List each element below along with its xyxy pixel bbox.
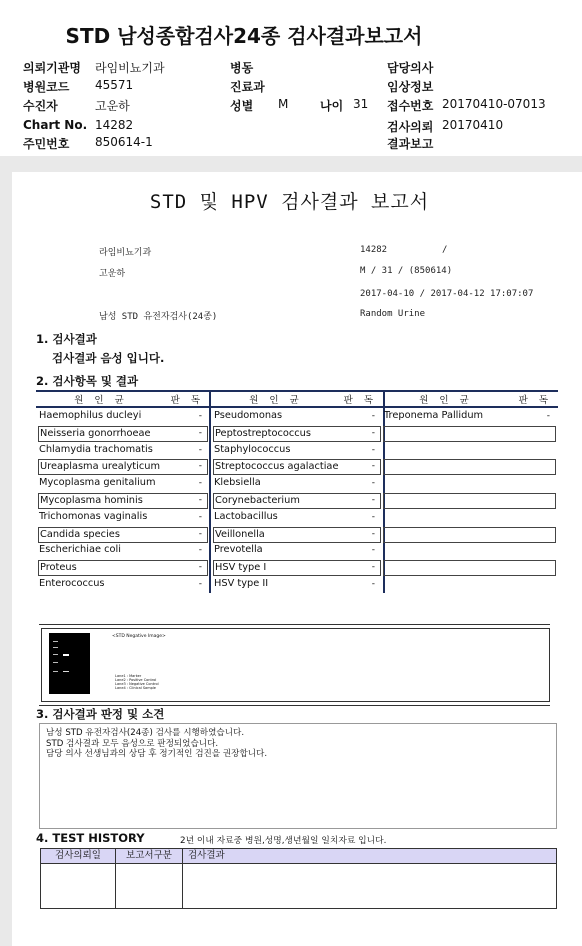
sex-value: M — [278, 97, 289, 111]
pathogen-result: - — [371, 494, 375, 505]
pathogen-result: - — [198, 562, 202, 573]
hospital-code-label: 병원코드 — [23, 80, 70, 94]
col-result-header: 판 독 — [343, 395, 377, 406]
pathogen-name: Klebsiella — [214, 477, 261, 489]
patient-label: 수진자 — [23, 99, 58, 113]
clinical-info-label: 임상정보 — [387, 80, 434, 94]
conclusion-text — [46, 728, 267, 760]
empty-row — [381, 425, 558, 442]
chart-no-label: Chart No. — [23, 118, 88, 132]
section3-heading: 3. 검사결과 판정 및 소견 — [36, 707, 165, 721]
pathogen-result: - — [371, 478, 375, 489]
patient-value: 고운하 — [95, 99, 130, 113]
pathogen-name: Streptococcus agalactiae — [213, 459, 381, 475]
empty-row — [381, 542, 558, 559]
pathogen-name: Proteus — [38, 560, 208, 576]
pathogen-row — [211, 442, 383, 459]
info-name: 고운하 — [99, 269, 126, 279]
pathogen-result: - — [198, 411, 202, 421]
pathogen-name: Mycoplasma genitalium — [39, 477, 156, 489]
receipt-no-value: 20170410-07013 — [442, 97, 546, 111]
empty-row — [381, 526, 558, 543]
report-title: STD 및 HPV 검사결과 보고서 — [149, 191, 430, 213]
institution-value: 라임비뇨기과 — [95, 61, 165, 75]
info-clinic: 라임비뇨기과 — [99, 248, 152, 258]
pathogen-row — [36, 425, 210, 442]
gel-legend-item: Lane1 : Marker — [115, 674, 142, 678]
empty-row — [381, 492, 558, 509]
pathogen-row — [211, 408, 383, 425]
report-header — [0, 0, 582, 156]
empty-row — [381, 509, 558, 526]
pathogen-result: - — [198, 578, 202, 589]
pathogen-column-2 — [209, 390, 385, 593]
report-page — [12, 172, 582, 946]
age-value: 31 — [353, 97, 369, 111]
pathogen-name: Escherichiae coli — [39, 544, 121, 556]
conclusion-line: 담당 의사 선생님과의 상담 후 정기적인 검진을 권장합니다. — [46, 749, 268, 759]
gel-legend — [115, 674, 159, 690]
info-dates: 2017-04-10 / 2017-04-12 17:07:07 — [360, 289, 534, 299]
empty-row — [381, 458, 558, 475]
history-col-type: 보고서구분 — [116, 849, 183, 864]
pathogen-row — [211, 458, 383, 475]
resident-no-label: 주민번호 — [23, 137, 70, 151]
section4-heading: 4. TEST HISTORY — [36, 831, 145, 845]
result-summary: 검사결과 음성 입니다. — [52, 351, 165, 365]
col-result-header: 판 독 — [170, 395, 204, 406]
pathogen-result: - — [371, 461, 375, 472]
pathogen-column-1 — [36, 390, 210, 593]
info-test: 남성 STD 유전자검사(24종) — [99, 312, 218, 322]
gel-legend-item: Lane2 : Positive Control — [115, 678, 157, 682]
pathogen-result: - — [198, 478, 202, 489]
pathogen-row — [36, 509, 210, 526]
receipt-no-label: 접수번호 — [387, 99, 434, 113]
pathogen-name: Candida species — [38, 527, 208, 543]
sex-label: 성별 — [230, 99, 254, 113]
pathogen-row — [211, 509, 383, 526]
ward-label: 병동 — [230, 61, 254, 75]
column-header — [211, 390, 383, 408]
pathogen-result: - — [371, 511, 375, 522]
info-chart: 14282 — [360, 245, 388, 255]
pathogen-result: - — [371, 427, 375, 438]
pathogen-row — [36, 559, 210, 576]
pathogen-result: - — [371, 528, 375, 539]
section2-heading: 2. 검사항목 및 결과 — [36, 374, 139, 388]
pathogen-row — [36, 408, 210, 425]
gel-caption: <STD Negative Image> — [112, 634, 166, 639]
pathogen-row — [211, 576, 383, 593]
gel-legend-item: Lane3 : Negative Control — [115, 682, 159, 686]
dept-label: 진료과 — [230, 80, 265, 94]
report-label: 결과보고 — [387, 137, 434, 151]
resident-no-value: 850614-1 — [95, 135, 153, 149]
pathogen-row — [36, 442, 210, 459]
info-slash: / — [442, 245, 448, 255]
pathogen-name: Enterococcus — [39, 577, 105, 589]
pathogen-name: Treponema Pallidum — [384, 410, 484, 421]
info-sex-age: M / 31 / (850614) — [360, 266, 453, 276]
hospital-code-value: 45571 — [95, 78, 134, 92]
empty-row — [381, 442, 558, 459]
pathogen-row — [381, 408, 558, 425]
pathogen-row — [36, 492, 210, 509]
pathogen-name: Veillonella — [213, 527, 381, 543]
conclusion-box — [39, 723, 557, 829]
pathogen-result: - — [546, 411, 550, 421]
section1-heading: 1. 검사결과 — [36, 332, 97, 346]
doctor-label: 담당의사 — [387, 61, 434, 75]
pathogen-name: Mycoplasma hominis — [38, 493, 208, 509]
pathogen-name: Haemophilus ducleyi — [39, 410, 142, 421]
pathogen-column-3 — [381, 390, 558, 576]
pathogen-name: Staphylococcus — [214, 443, 291, 455]
pathogen-row — [211, 475, 383, 492]
pathogen-row — [36, 526, 210, 543]
empty-row — [381, 475, 558, 492]
pathogen-result: - — [371, 444, 375, 455]
pathogen-name: Neisseria gonorrhoeae — [38, 426, 208, 442]
pathogen-row — [211, 559, 383, 576]
institution-label: 의뢰기관명 — [23, 61, 81, 75]
pathogen-result: - — [198, 494, 202, 505]
conclusion-line: STD 검사결과 모두 음성으로 판정되었습니다. — [46, 738, 219, 749]
col-result-header: 판 독 — [518, 395, 552, 406]
column-header — [381, 390, 558, 408]
col-name-header: 원 인 균 — [74, 395, 128, 406]
pathogen-name: Prevotella — [214, 544, 263, 556]
pathogen-name: Pseudomonas — [214, 410, 283, 421]
age-label: 나이 — [320, 99, 344, 113]
chart-no-value: 14282 — [95, 118, 134, 132]
divider — [39, 624, 550, 625]
request-value: 20170410 — [442, 118, 504, 132]
pathogen-result: - — [198, 444, 202, 455]
pathogen-result: - — [371, 545, 375, 556]
pathogen-row — [211, 425, 383, 442]
pathogen-result: - — [371, 411, 375, 421]
pathogen-row — [36, 542, 210, 559]
col-name-header: 원 인 균 — [419, 395, 473, 406]
history-note: 2년 이내 자료중 병원,성명,생년월일 일치자료 입니다. — [180, 836, 387, 846]
gel-image — [49, 633, 90, 694]
pathogen-row — [36, 458, 210, 475]
page-title: STD 남성종합검사24종 검사결과보고서 — [65, 24, 423, 48]
pathogen-row — [36, 576, 210, 593]
pathogen-name: Peptostreptococcus — [213, 426, 381, 442]
pathogen-name: HSV type I — [213, 560, 381, 576]
gel-legend-item: Lane4 : Clinical Sample — [115, 686, 156, 690]
pathogen-name: Trichomonas vaginalis — [39, 510, 148, 522]
col-name-header: 원 인 균 — [249, 395, 303, 406]
history-table — [40, 848, 557, 909]
pathogen-result: - — [198, 545, 202, 556]
pathogen-row — [36, 475, 210, 492]
pathogen-result: - — [198, 528, 202, 539]
column-header — [36, 390, 210, 408]
pathogen-name: HSV type II — [214, 577, 269, 589]
pathogen-result: - — [371, 562, 375, 573]
history-col-result: 검사결과 — [183, 849, 556, 864]
pathogen-result: - — [198, 511, 202, 522]
empty-row — [381, 559, 558, 576]
gel-image-box — [41, 628, 550, 702]
pathogen-result: - — [198, 427, 202, 438]
pathogen-row — [211, 542, 383, 559]
history-col-date: 검사의뢰일 — [41, 849, 116, 864]
pathogen-result: - — [198, 461, 202, 472]
pathogen-name: Lactobacillus — [214, 510, 278, 522]
conclusion-line: 남성 STD 유전자검사(24종) 검사를 시행하였습니다. — [46, 728, 245, 738]
pathogen-row — [211, 492, 383, 509]
pathogen-row — [211, 526, 383, 543]
pathogen-result: - — [371, 578, 375, 589]
pathogen-name: Chlamydia trachomatis — [39, 443, 153, 455]
request-label: 검사의뢰 — [387, 120, 434, 134]
pathogen-name: Corynebacterium — [213, 493, 381, 509]
info-specimen: Random Urine — [360, 309, 426, 319]
pathogen-name: Ureaplasma urealyticum — [38, 459, 208, 475]
